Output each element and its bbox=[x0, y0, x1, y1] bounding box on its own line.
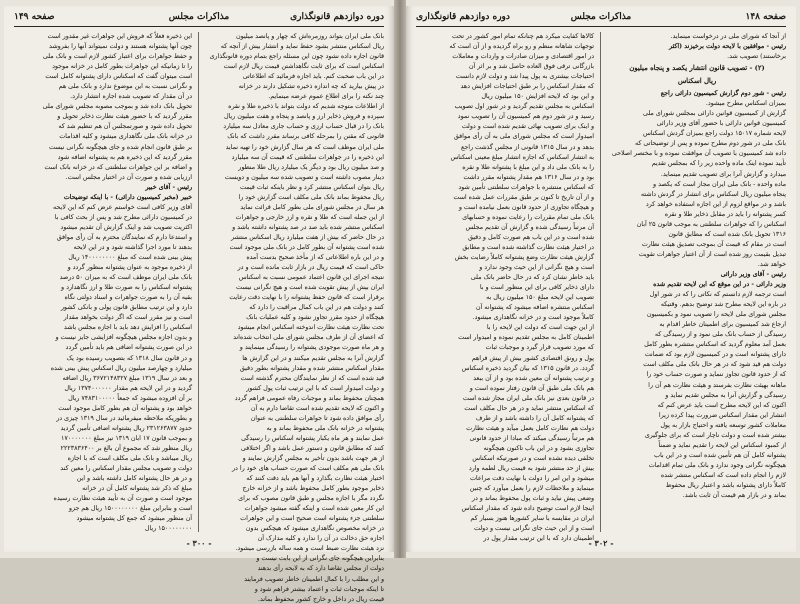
text-line: قیمت ریال در داخل و خارج کشور محفوظ بماند. bbox=[257, 595, 384, 603]
text-line: برخاستند) تصویب شد. bbox=[727, 53, 786, 61]
text-line: و استدعا دارم که نمایندگان محترم به آن رأی موافق bbox=[56, 233, 192, 241]
text-line: در این صورت پشتوانه اضافی هم باید تأمین گردد bbox=[65, 344, 192, 352]
text-line: چون آنها پشتوانه هستند و دولت نمیتواند آنها را بفروشد bbox=[49, 43, 192, 51]
left-header-page-number: صفحه ۱۴۹ bbox=[14, 12, 55, 22]
text-line: و اکنون که لایحه تقدیم شده است تقاضا دارم به آن bbox=[250, 404, 384, 412]
text-line: رسید و در شور دوم هم کمیسیون آن را تصویب نمود bbox=[457, 113, 594, 121]
text-line: و حفظ جواهرات برای اعتبار کشور لازم است و بانک ملی bbox=[42, 53, 192, 61]
text-line: توجهات شاهانه منظم و رو براه گردیده و از آن است که bbox=[449, 43, 594, 51]
text-line: بانک را در قبال حساب ارزی و حساب جاری معادل سه میلیارد bbox=[223, 123, 384, 131]
book-gutter bbox=[394, 0, 406, 558]
right-header-title: مذاکرات مجلس bbox=[570, 12, 632, 22]
text-line: رئیس - شور دوم گزارش کمیسیون دارائی راجع bbox=[660, 90, 786, 98]
text-line: نگردد مگر با اجازه مجلس و طبق قانون مصوب که برای bbox=[238, 495, 384, 503]
text-line: امیدوار است که مجلس شورای ملی به آن رأی موافق bbox=[453, 133, 594, 141]
text-line: و اضافه بر این جواهرات سلطنتی که در خزانه بانک است bbox=[44, 163, 192, 171]
text-line: ماده واحده - بانک ملی ایران مجاز است که یکصد و bbox=[653, 180, 786, 188]
text-line: از هر جهت باشد بدون تأخیر به مجلس گزارش نمایند و bbox=[242, 454, 384, 462]
text-line: انتشار این مقدار اسکناس ضرورت پیدا کرده زیرا bbox=[658, 411, 786, 419]
text-line: مبلغ که ذکر شد پشتوانه کامل آن در خزانه bbox=[82, 485, 192, 493]
text-line: گزارش آنرا به مجلس تقدیم میکنند و در این گزارش ها bbox=[242, 354, 384, 362]
text-line: را تا زمانیکه این جواهرات بطور کامل در خزانه موجود bbox=[52, 63, 192, 71]
text-line: تا اینکه موجبات ثبات و اعتماد بیشتر فراهم شود و bbox=[254, 585, 384, 593]
text-line: بانک ملی تمام مقررات را رعایت نموده و حسابهای bbox=[462, 213, 594, 221]
text-line: اکنون که این لایحه مطرح است باید عرض کنم که bbox=[657, 401, 786, 409]
text-line: و نگرانی نسبت به این موضوع ندارد و بانک ملی هم bbox=[58, 83, 192, 91]
text-line: داده شد کمیسیون با تصویب آن موافقت نموده و با مختصر اصلاحی bbox=[611, 150, 786, 158]
text-line: به انتشار اسکناس که اجازه انتشار مبلغ معینی اسکناس bbox=[450, 153, 594, 161]
text-line: عمل نمایند و هر ماه یکبار پشتوانه اسکناس را رسیدگی bbox=[241, 434, 384, 442]
text-line: رسیدگی و گزارش آنرا به مجلس تقدیم نماید و bbox=[665, 391, 786, 399]
right-page-footer-number: - ۳۰۲ - bbox=[588, 538, 614, 548]
text-line: و ترتیب پشتوانه آن معین شده بود و از آن ببعد bbox=[473, 374, 594, 382]
text-line: سلطنتی جزء پشتوانه است صحیح است و این جواهرات bbox=[240, 515, 384, 523]
text-line: و بدون اجازه مجلس هیچگونه افزایشی جایز نیست و bbox=[55, 334, 192, 342]
text-line: آن منظور میشود که جمع کل پشتوانه میشود bbox=[76, 515, 192, 523]
text-line: دینار مصوب داشته است و تصویب شده سه میلیون و دویست bbox=[224, 173, 384, 181]
text-line: پیش بینی شده است که مبلغ ۱۴۰۰۰۰۰۰۰۰ ریال bbox=[68, 254, 192, 262]
text-line: احتیاجات بیشتری به پول پیدا شد و دولت لازم دانست bbox=[455, 73, 594, 81]
text-line: در آن مقدار که تصویب شده اجازه انتشار دارد. bbox=[70, 93, 192, 101]
text-line: ملی ایران موظف است که هر سال گزارش خود را تهیه نماید bbox=[225, 143, 384, 151]
text-line: شده است و در این باب هم صورت کامل و دقیق bbox=[467, 233, 594, 241]
text-line: تأیید نموده اینک ماده واحده زیر را که بمجلس تقدیم bbox=[651, 160, 786, 168]
text-line: قانون اجازه داده نشود چون این مسئله راجع بتمام دوره قانونگذاری bbox=[209, 53, 384, 61]
right-page-left-column bbox=[416, 32, 594, 543]
text-line: در خزانه بانک ملی نگاهداری میشود و کلیه اقدامات bbox=[59, 133, 192, 141]
text-line: نتیجه اجرای این قانون اعتماد عمومی نسبت به اسکناس bbox=[238, 274, 384, 282]
text-line: مینماید و ملاحظات لازم را بعمل میآورد که چنین bbox=[469, 485, 594, 493]
text-line: بازرگانی ترقی فوق العاده حاصل شد و بر اثر آن bbox=[468, 63, 594, 71]
text-line: از این جهت است که دولت این لایحه را با bbox=[486, 324, 594, 332]
text-line: خبیر (مخبر کمیسیون دارائی) - با اینکه توضیحات bbox=[63, 193, 192, 201]
text-line: گزارش هیئت نظارت وضع پشتوانه کاملاً رضایت بخش bbox=[454, 254, 594, 262]
text-line: مقدار اسکناس منتشر شده و مقدار پشتوانه بطور دقیق bbox=[239, 364, 384, 372]
text-line: که مورد تصویب قرار گیرد و موجبات ثبات bbox=[485, 344, 594, 352]
text-line: این ذخیره فعلاً که فروش این جواهرات غیر مقدور است bbox=[47, 33, 192, 40]
text-line: در اختیار هیئت نظارت گذاشته شده است و مطابق bbox=[462, 243, 594, 251]
text-line: رئیس - موافقین با لایحه دولت برخیزند (اکثر bbox=[669, 43, 786, 51]
left-page-header bbox=[14, 12, 384, 27]
text-line: در خزانه مخصوص نگاهداری میشود که هیچکس بدون bbox=[245, 525, 384, 533]
text-line: ریال بتوان اسکناس منتشر کرد و نظر باینکه ثبات قیمت bbox=[240, 183, 384, 191]
text-line: دولت از مجلس تقاضا دارد که به لایحه رأی بدهند bbox=[257, 565, 384, 573]
text-line: تحویل بانک داده شد و بموجب مصوبه مجلس شورای ملی bbox=[42, 103, 192, 111]
text-line: وضعی پیش نیاید و ثبات پول محفوظ بماند و در bbox=[471, 495, 594, 503]
text-line: هیچگاه از حدود مقرر تجاوز نشود و کلیه عملیات بانک bbox=[246, 314, 384, 322]
text-line: تصویب این لایحه مبلغ ۱۵۰ میلیون ریال به bbox=[486, 294, 594, 302]
text-line: کمیسیون قوانین دارائی با حضور آقای وزیر دارائی bbox=[656, 120, 786, 128]
text-line: کنند و دولت هم در این باب کمال مراقبت را دارد که bbox=[249, 304, 384, 312]
text-line: اجازه حق دخالت در آن را ندارد و کلیه مدارک آن bbox=[257, 535, 384, 543]
text-line: رأی موافق داده شود تا جواهرات سلطنتی به عنوان bbox=[250, 414, 384, 422]
text-line: گزارش از کمیسیون قوانین دارائی بمجلس شورای ملی bbox=[642, 110, 786, 118]
text-line: و در قانون سال ۱۳۱۸ که بتصویب رسیده بود یک bbox=[66, 354, 192, 362]
text-line: و بطوریکه ملاحظه میفرمائید در سال ۱۳۱۹ چیزی در bbox=[56, 414, 192, 422]
text-line: لایحه شماره ۱۵۰۱۷ دولت راجع بمیزان گردش اسکناس bbox=[643, 130, 786, 138]
text-line: شده است پشتوانه آن بطور کامل در بانک ملی موجود است bbox=[229, 243, 384, 251]
text-line: ریال میباشد و بانک ملی مکلف است که با اجازه bbox=[67, 454, 192, 462]
column-divider bbox=[198, 32, 199, 532]
text-line: اسکناس را افزایش دهد باید با اجازه مجلس باشد bbox=[63, 324, 192, 332]
text-line: گردد. در قانون ۱۳۱۵ که بیان گردید ذخیره اسکناس bbox=[461, 364, 594, 372]
text-line: ایران بیش از پیش تقویت شده است و هیچ نگرانی نیست bbox=[236, 284, 384, 292]
text-line: قانونی که مقنن را بمرحله کافی برساند مقرر داشت که بانک bbox=[227, 133, 384, 141]
text-line: مقرر گردید که این ذخیره هم به پشتوانه اضافه شود bbox=[57, 153, 192, 161]
text-line: که اسکناس منتشر نماید و در هر حال مکلف است bbox=[464, 404, 594, 412]
text-line: مجلس شورای ملی لایحه را تصویب نمود و بکمیسیون bbox=[646, 311, 786, 319]
text-line: ۱۵۰۰۰۰۰۰۰۰ ریال bbox=[144, 525, 192, 533]
left-page-right-column bbox=[206, 32, 384, 603]
text-line: بدهد و در سال ۱۳۱۵ قانونی از مجلس گذشت راجع bbox=[461, 143, 594, 151]
text-line: بانک ملی ایران بتواند روزمره‌اش که چهار و پانصد میلیون bbox=[235, 33, 384, 40]
text-line: پول و رونق اقتصادی کشور بیش از پیش فراهم bbox=[471, 354, 594, 362]
text-line: بنابراین هیچگونه جای نگرانی از این بابت نیست و bbox=[256, 555, 384, 563]
text-line: حدود ۲۳۱۲۶۳۸۷۷ ریال پشتوانه اضافی تأمین گردید bbox=[60, 424, 192, 432]
text-line: در قانون بعدی نیز بانک ملی ایران مجاز شده است bbox=[462, 394, 594, 402]
text-line: کسر پشتوانه را باید در مقابل ذخایر طلا و نقره bbox=[664, 210, 786, 218]
text-line: ریال اسکناس منتشر بشود حفظ نماید و انتشار بیش از آنچه که bbox=[220, 43, 384, 51]
text-line: دولت هم نظارت کامل بعمل میآید و هیئت نظارت bbox=[466, 424, 594, 432]
text-line: و این بود که لایحه افزایش ۱۵۰ میلیون ریال bbox=[481, 93, 594, 101]
text-line: بقیه آن را به صورت جواهرات و اسناد دولتی نگاه bbox=[64, 294, 192, 302]
text-line: از آنجا که شورای ملی در درخواست مینماید. bbox=[670, 33, 786, 40]
text-line: در پیش بیارید که چه اندازه ذخیره تشکیل دارند در خزانه bbox=[238, 83, 384, 91]
text-line: از ذخیره موجود به عنوان پشتوانه منظور گردد و bbox=[67, 264, 192, 272]
text-line: که پشتوانه کامل آن را داشته باشد و از طرف bbox=[475, 414, 594, 422]
text-line: ریال منظور شد که مجموع آن بالغ بر ۲۲۲۳۸۳۶۴۰۰ bbox=[60, 444, 192, 452]
text-line: تحویل داده شود و صورتمجلس آن هم تنظیم شد که bbox=[58, 123, 192, 131]
text-line: بیش از حد منتشر شود به قیمت ریال لطمه وارد bbox=[468, 465, 594, 473]
text-line: و هر ماه صورت موجودی پشتوانه را رسیدگی مینمایند و bbox=[239, 344, 384, 352]
text-line: و در این باره اطلاعاتی که از مأخذ صحیح بدست آمده bbox=[246, 254, 384, 262]
text-line: آن مرتباً رسیدگی شده و گزارش آن تقدیم مجلس bbox=[465, 223, 594, 231]
text-line: خواهد شد. bbox=[757, 260, 786, 268]
text-line: پنجاه میلیون ریال اسکناس برای انتشار در گردش داشته bbox=[640, 190, 786, 198]
text-line: در کمیسیون دارائی مطرح شد و پس از بحث کافی با bbox=[54, 213, 192, 221]
text-line: دارای ذخایر کافی برای این منظور است و با bbox=[479, 284, 594, 292]
text-line: و در هر حال پشتوانه کامل داشته باشد و این bbox=[76, 475, 192, 483]
text-line: در این باب صحبت کنم. باید اجازه فرمائید که اطلاعاتی bbox=[242, 73, 384, 81]
text-line: برقرار است که قانون حفظ پشتوانه را با نهایت دقت رعایت bbox=[229, 294, 384, 302]
text-line: هم بانک ملی طبق آن قانون رفتار نموده است و bbox=[469, 384, 594, 392]
text-line: بیشتر شده است و دولت ناچار است که برای جلوگیری bbox=[644, 431, 786, 439]
text-line: بر آن افزوده میشود که جمعاً ۷۴۸۳۱۰۰۰۰۰ ریال bbox=[68, 394, 192, 402]
right-page-header bbox=[416, 12, 786, 27]
text-line: و اینک برای تصویب نهائی تقدیم شده است و دولت bbox=[461, 123, 594, 131]
right-header-session: دوره دوازدهم قانونگذاری bbox=[416, 12, 510, 22]
text-line: است در مقام که قیمت آن بموجب تصدیق هیئت نظارت bbox=[641, 240, 786, 248]
text-line: وزیر دارائی - در این موقع که این لایحه تقدیم شده bbox=[653, 281, 786, 289]
text-line: و بعد در سال ۱۳۱۹ مبلغ ۳۶۷۲۱۴۸۳۲۷ ریال اضافه bbox=[62, 374, 192, 382]
text-line: مقرر گردید که با حضور هیئت نظارت ذخایر تحویل و bbox=[57, 113, 192, 121]
text-line: اطمینان کامل به مجلس تقدیم نموده و امیدوار است bbox=[458, 334, 594, 342]
text-line: نزد هیئت نظارت ضبط است و همه ساله بازرسی میشود. bbox=[235, 545, 384, 553]
text-line: باید خاطر نشان کرد که در حال حاضر بانک ملی bbox=[470, 274, 594, 282]
text-line: موجود است و صورت آن به تأیید هیئت نظارت رسیده bbox=[53, 495, 192, 503]
text-line: ایران در مقایسه با سایر کشورها هنوز بسیار کم bbox=[470, 515, 594, 523]
text-line: چند نکته را برای اطلاع عموم عرضه مینمایم. bbox=[268, 93, 384, 101]
text-line: اسکناس منتشر شده باید صد در صد پشتوانه داشته باشد و bbox=[232, 223, 384, 231]
text-line: ماهانه بهیئت نظارت بفرستد و هیئت نظارت هم آن را bbox=[648, 381, 786, 389]
text-line: کنند که مطابق قانون و دستور عمل باشد و اگر اختلافی bbox=[240, 444, 384, 452]
text-line: کالاها کفایت میکرد هم چنانکه تمام امور کشور در تحت bbox=[451, 33, 594, 40]
text-line: و هیچگاه تجاوزی از حدود قانون بعمل نیامده است و bbox=[458, 203, 594, 211]
text-line: ارجاع شد کمیسیون برای اطمینان خاطر اقدام به bbox=[659, 321, 786, 329]
text-line: اسکناس منتشره اضافه میشود که پشتوانه آن bbox=[475, 304, 594, 312]
left-page-footer-number: - ۳۰۰ - bbox=[186, 538, 212, 548]
text-line: خواهد بود و پشتوانه آن هم بطور کامل موجود است bbox=[58, 404, 192, 412]
text-line: است و نیز مقرر است که اگر دولت بخواهد مقدار bbox=[63, 314, 192, 322]
text-line: گردید و در این لایحه هم مقدار ۱۳۷۴۰۰۰۰۰۰ ریال bbox=[64, 384, 192, 392]
left-page-left-column bbox=[14, 32, 192, 532]
text-line: بدهند تا مورد اجرا گذاشته شود و در این لایحه bbox=[73, 243, 192, 251]
text-line: ارزیابی شده و صورت آن در اختیار مجلس است. bbox=[65, 173, 192, 181]
text-line: بر طبق قانون انجام شده و جای هیچگونه نگرانی نیست bbox=[48, 143, 192, 151]
text-line: هر سال در مجلس شورای ملی بطور کامل قرائت نماید bbox=[240, 203, 384, 211]
text-line: اسکناس است که برای ثابت نگاهداشتن قیمت ریال لازم است bbox=[223, 63, 384, 71]
text-line: این کار معین شده است و اینکه گفته میشود جواهرات bbox=[244, 505, 384, 513]
text-line: هم مرتباً رسیدگی میکند که مبادا از حدود قانونی bbox=[469, 434, 594, 442]
text-line: بانک ملی ایران موظف است که به میزان ۵۰ درصد bbox=[59, 274, 192, 282]
right-header-page-number: صفحه ۱۴۸ bbox=[745, 12, 786, 22]
text-line: تبدیل بقیمت روز شده است از آن اعتبار جواهرات تقویت bbox=[638, 250, 786, 258]
text-line: در امور اقتصادی و میزان صادرات و واردات و معاملات bbox=[452, 53, 594, 61]
text-line: اختیار هیئت نظارت بگذارد و آنها هم باید دقت کنند که bbox=[246, 475, 384, 483]
text-line: سپرده و فروش ذخایر ارز و پانصد و پنجاه و هفت میلیون ریال bbox=[223, 113, 384, 121]
text-line: کاملاً موجود است و در خزانه نگاهداری میشود. bbox=[472, 314, 594, 322]
text-line: همچنان محفوظ بماند و موجبات رفاه عمومی فراهم گردد bbox=[234, 394, 384, 402]
text-line: معاملات کشور توسعه یافته و احتیاج بازار به پول bbox=[660, 421, 786, 429]
text-line: کاملاً دارای پشتوانه باشد و اعتبار ریال محفوظ bbox=[665, 481, 786, 489]
text-line: است و بنابراین مبلغ ۱۵۰۰۰۰۰۰۰۰ ریال هم جزو bbox=[68, 505, 192, 513]
text-line: اسکناس را که جواهرات سلطنتی به موجب قانون ۲۵ آبان bbox=[636, 220, 786, 228]
text-line: ریال اسکناس bbox=[677, 76, 717, 85]
text-line: هیچگونه نگرانی وجود ندارد و بانک ملی تمام اقدامات bbox=[648, 461, 786, 469]
text-line: بانک ملی هم مکلف است که صورت حساب های خود را در bbox=[231, 465, 384, 473]
text-line: و دولت امیدوار است که با این ترتیب ثبات پول کشور bbox=[246, 384, 384, 392]
text-line: و بموجب قانون ۱۷ ابان ۱۳۱۹ نیز مبلغ ۱۷۰۰۰۰۰۰۰ bbox=[61, 434, 192, 442]
text-line: لازم را انجام داده است که اسکناس منتشر شده bbox=[660, 471, 786, 479]
text-line: باشد و در مواقع لزوم از این اجازه استفاده خواهد کرد bbox=[645, 200, 786, 208]
text-line: تخلفی دیده نشده است و در صورتیکه اسکناس bbox=[472, 454, 594, 462]
text-line: رئیس - آقای وزیر دارائی bbox=[720, 270, 786, 278]
text-line: ریال محفوظ بماند بانک ملی مکلف است گزارش خود را bbox=[238, 193, 384, 201]
left-header-title: مذاکرات مجلس bbox=[168, 12, 230, 22]
text-line: که اعضای آن از طرف مجلس شورای ملی انتخاب شده‌اند bbox=[233, 334, 384, 342]
text-line: اکثریت تصویب شد و اینک گزارش آن تقدیم میشود bbox=[60, 223, 192, 231]
text-line: که مقدار اسکناس را بر طبق احتیاجات افزایش دهد bbox=[460, 83, 594, 91]
text-line: حاکی است که قیمت ریال در بازار ثابت مانده است و در bbox=[237, 264, 384, 272]
left-page bbox=[4, 6, 394, 603]
text-line: است میتوان گفت که اسکناس دارای پشتوانه کامل است bbox=[45, 73, 192, 81]
text-line: است و هیچ نگرانی از این حیث وجود ندارد و bbox=[479, 264, 594, 272]
text-line: و صد میلیون ریال بود و دیگر یک میلیارد ریال طلا منظور bbox=[238, 163, 384, 171]
text-line: میدارد و گزارش آنرا برای تصویب تقدیم مینماید. bbox=[660, 170, 786, 178]
text-line: بماند و در بازار هم قیمت آن ثابت باشد. bbox=[682, 492, 786, 500]
text-line: اسکناس به مجلس تقدیم گردید و در شور اول تصویب bbox=[454, 103, 594, 111]
text-line: در باره این لایحه مطرح شد توضیح بدهم. وقتیکه bbox=[660, 301, 786, 309]
text-line: و این مطلب را با کمال اطمینان خاطر تصویب فرمایند bbox=[244, 575, 384, 583]
text-line: تجاوزی بشود و در این باب تاکنون هیچگونه bbox=[483, 444, 594, 452]
text-line: (۲) - تصویب قانون انتشار یکصد و پنجاه میلیون bbox=[629, 64, 765, 73]
text-line: است ترجمه لازم دانستم که نکاتی را که در شور اول bbox=[649, 291, 786, 299]
text-line: دولت و تصویب مجلس مقدار اسکناس را معین کند bbox=[60, 465, 192, 473]
text-line: دارای پشتوانه است و در کمیسیون لازم بود که ضمانت bbox=[644, 351, 786, 359]
text-line: پشتوانه کامل آن هم تأمین شده است و در این باب bbox=[654, 451, 786, 459]
text-line: اطمینان دارد که با این ترتیب مقدار پول در bbox=[483, 535, 594, 543]
text-line: بانک ملی در شور دوم مطرح نموده و پس از توضیحاتی که bbox=[635, 140, 786, 148]
text-line: میشود و این امر را دولت با نهایت دقت مراعات bbox=[469, 475, 594, 483]
text-line: که از حدود قانون تجاوز ننماید و صورت حساب خود را bbox=[646, 371, 786, 379]
text-line: قید شده است که از نظر نمایندگان محترم گذشته است bbox=[240, 374, 384, 382]
text-line: بمیزان اسکناس مطرح میشود. bbox=[705, 100, 786, 108]
text-line: تحت نظارت هیئت نظارت اندوخته اسکناس انجام میشود bbox=[237, 324, 384, 332]
text-line: میلیارد و چهارصد میلیون ریال اسکناس پیش بینی شده bbox=[50, 364, 192, 372]
text-line: این ذخیره را در جواهرات سلطنتی که قیمت آن سه میلیارد bbox=[231, 153, 384, 161]
text-line: از این جمله است که طلا و نقره و ارز خارجی و جواهرات bbox=[235, 213, 384, 221]
text-line: اینجا لازم است توضیح داده شود که مقدار اسکناس bbox=[461, 505, 594, 513]
text-line: را به بانک ملی داد و این مبلغ با پشتوانه طلا و نقره bbox=[462, 163, 594, 171]
text-line: دولت هم قید شود که در هر حال بانک ملی مکلف است bbox=[643, 361, 786, 369]
text-line: پشتوانه در خزانه بانک ملی محفوظ بماند و به bbox=[266, 424, 384, 432]
text-line: رسیدگی از حساب بانک ملی نمود و از رسیدگی که bbox=[654, 331, 786, 339]
text-line: بعمل آمد معلوم گردید که اسکناس منتشره بطور کامل bbox=[644, 341, 786, 349]
text-line: ذخایر موجود بطور کامل محفوظ باشد و از خزانه خارج bbox=[242, 485, 384, 493]
text-line: آقای وزیر کافی است خواستم عرض کنم که این لایحه bbox=[53, 203, 192, 211]
left-header-session: دوره دوازدهم قانونگذاری bbox=[290, 12, 384, 22]
text-line: از کمبود اسکناس این لایحه را تقدیم نماید و ضمناً bbox=[658, 441, 786, 449]
text-line: ۱۳۱۶ تحویل بانک شده است که مطابق قانون bbox=[668, 230, 786, 238]
text-line: پشتوانه اسکناس را به صورت طلا و ارز نگاهدارد و bbox=[61, 284, 192, 292]
right-page-right-column bbox=[608, 32, 786, 532]
right-page bbox=[406, 6, 796, 552]
text-line: در حال حاضر که بیش از هفت میلیارد ریال اسکناس منتشر bbox=[231, 233, 384, 241]
text-line: که اسکناس منتشره با جواهرات سلطنتی تأمین شود bbox=[458, 183, 594, 191]
column-divider bbox=[600, 32, 601, 532]
text-line: رئیس - آقای خبیر bbox=[145, 183, 192, 191]
text-line: دارد و این ترتیب مطابق قانون پولی و بانکی کشور bbox=[60, 304, 192, 312]
text-line: است و از این حیث جای نگرانی نیست و دولت bbox=[474, 525, 594, 533]
text-line: بود و در سال ۱۳۱۶ هم مقدار پشتوانه مقرر داشت bbox=[463, 173, 594, 181]
text-line: از اطلاعات متوجه شدیم که دولت بتواند با ذخیره طلا و نقره bbox=[228, 103, 384, 111]
text-line: و از آن تاریخ تا کنون بر طبق مقررات عمل شده است bbox=[453, 193, 594, 201]
